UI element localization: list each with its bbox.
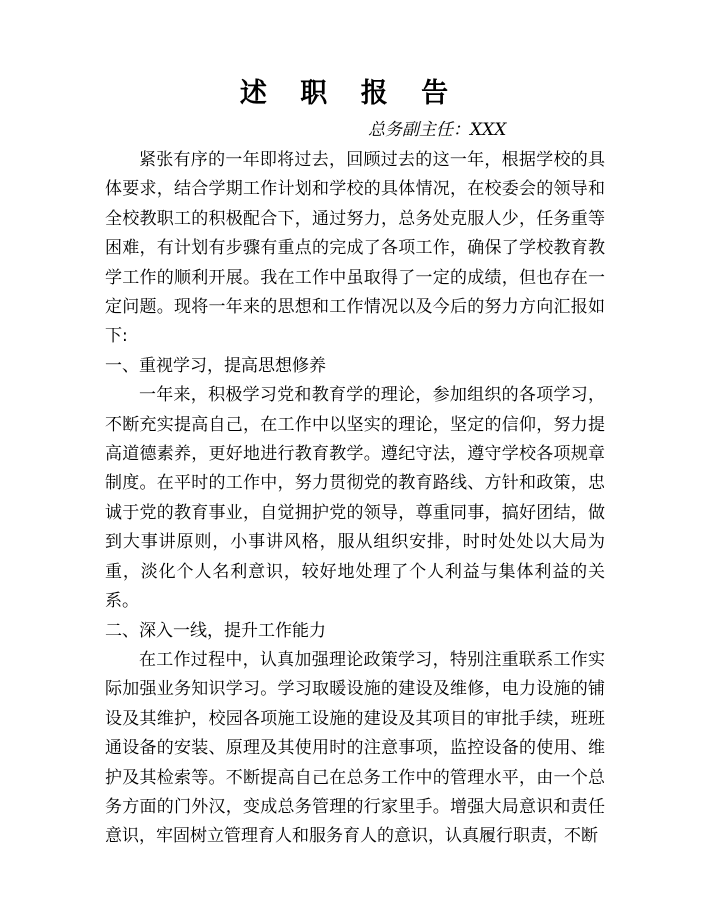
section-2-paragraph: 在工作过程中，认真加强理论政策学习，特别注重联系工作实际加强业务知识学习。学习取暖设施的建设及维修，电力设施的铺设及其维护，校园各项施工设施的建设及其项目的审批手续，班班通设备的安装、原理及其使用时的注意事项，监控设备的使用、维护及其检索等。不断提高自己在总务工作中的管理水平，由一个总务方面的门外汉，变成总务管理的行家里手。增强大局意识和责任意识，牢固树立管理育人和服务育人的意识，认真履行职责，不断 bbox=[105, 649, 605, 847]
section-heading-1: 一、重视学习，提高思想修养 bbox=[105, 355, 326, 376]
document-title: 述 职 报 告 bbox=[239, 78, 461, 109]
document-body bbox=[105, 146, 605, 852]
intro-paragraph: 紧张有序的一年即将过去，回顾过去的这一年，根据学校的具体要求，结合学期工作计划和学校的具体情况，在校委会的领导和全校教职工的积极配合下，通过努力，总务处克服人少，任务重等困难，有计划有步骤有重点的完成了各项工作，确保了学校教育教学工作的顺利开展。我在工作中虽取得了一定的成绩，但也存在一定问题。现将一年来的思想和工作情况以及今后的努力方向汇报如下: bbox=[105, 150, 605, 347]
author-line: 总务副主任：XXX bbox=[368, 120, 507, 140]
section-heading-2: 二、深入一线，提升工作能力 bbox=[105, 620, 326, 641]
section-1-paragraph: 一年来，积极学习党和教育学的理论，参加组织的各项学习，不断充实提高自己，在工作中以坚实的理论，坚定的信仰，努力提高道德素养，更好地进行教育教学。遵纪守法，遵守学校各项规章制度。在平时的工作中，努力贯彻党的教育路线、方针和政策，忠诚于党的教育事业，自觉拥护党的领导，尊重同事，搞好团结，做到大事讲原则，小事讲风格，服从组织安排，时时处处以大局为重，淡化个人名利意识，较好地处理了个人利益与集体利益的关系。 bbox=[105, 385, 605, 612]
